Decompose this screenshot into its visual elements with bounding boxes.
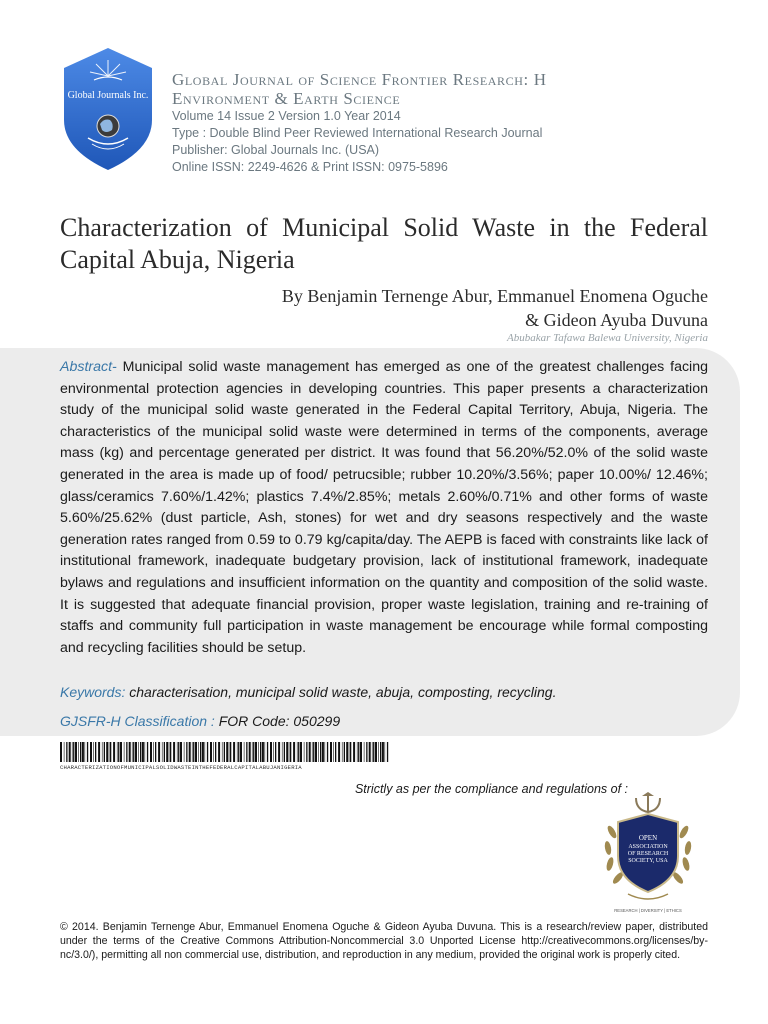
- journal-meta: [172, 108, 732, 176]
- journal-name-line1: Global Journal of Science Frontier Research: H: [172, 70, 547, 89]
- compliance-note: Strictly as per the compliance and regulations of :: [354, 782, 628, 796]
- seal-text-2: ASSOCIATION: [628, 844, 668, 850]
- classification: [60, 713, 708, 729]
- journal-type: Type : Double Blind Peer Reviewed International Research Journal: [172, 126, 543, 140]
- journal-header: [172, 70, 732, 176]
- copyright-notice: © 2014. Benjamin Ternenge Abur, Emmanuel Enomena Oguche & Gideon Ayuba Duvuna. This is a research/review paper, distributed under the terms of the Creative Commons Attribution-Noncommercial 3.0 Unported License http://creativecommons.org/licenses/by-nc/3.0/), permitting all non commercial use, distribution, and reproduction in any medium, provided the original work is properly cited.: [60, 921, 708, 961]
- journal-issn: Online ISSN: 2249-4626 & Print ISSN: 0975-5896: [172, 160, 448, 174]
- abstract-text: Municipal solid waste management has emerged as one of the greatest challenges facing environmental protection agencies in developing countries. This paper presents a characterization study of the municipal solid waste generated in the Federal Capital Territory, Abuja, Nigeria. The characteristics of the municipal solid waste were determined in terms of the components, average mass (kg) and percentage generated per district. It was found that 56.20%/52.0% of the solid waste generated in the area is made up of food/ petrucsible; rubber 10.20%/3.56%; paper 10.00%/ 12.46%; glass/ceramics 7.60%/1.42%; plastics 7.4%/2.85%; metals 2.60%/0.71% and other forms of waste 5.60%/25.62% (dust particle, Ash, stones) for wet and dry seasons respectively and the waste generation rates ranged from 0.59 to 0.79 kg/capita/day. The AEPB is faced with constraints like lack of institutional framework, inadequate budgetary provision, lack of institutional framework, inadequate bylaws and regulations and insufficient information on the quantity and composition of the solid waste. It is suggested that adequate financial provision, proper waste legislation, training and re-training of staffs and community full participation in waste management be encourage while formal composting and recycling facilities should be setup.: [60, 359, 708, 656]
- journal-name-line2: Environment & Earth Science: [172, 89, 401, 108]
- article-title: Characterization of Municipal Solid Waste in the Federal Capital Abuja, Nigeria: [60, 213, 708, 274]
- authors-line-1: By Benjamin Ternenge Abur, Emmanuel Enomena Oguche: [281, 286, 708, 306]
- author-affiliation: Abubakar Tafawa Balewa University, Nigeria: [507, 332, 708, 344]
- barcode: [60, 742, 390, 762]
- barcode-text: CHARACTERIZATIONOFMUNICIPALSOLIDWASTEINTHEFEDERALCAPITALABUJANIGERIA: [60, 764, 302, 771]
- journal-publisher: Publisher: Global Journals Inc. (USA): [172, 143, 380, 157]
- seal-text-3: OF RESEARCH: [627, 851, 669, 857]
- seal-text-1: OPEN: [638, 834, 658, 842]
- logo-text: Global Journals Inc.: [67, 90, 149, 101]
- abstract: [60, 357, 708, 659]
- authors-line-2: & Gideon Ayuba Duvuna: [525, 310, 708, 330]
- keywords-text: characterisation, municipal solid waste, abuja, composting, recycling.: [125, 684, 557, 700]
- article-authors: [148, 284, 708, 332]
- journal-volume: Volume 14 Issue 2 Version 1.0 Year 2014: [172, 109, 401, 123]
- seal-text-4: SOCIETY, USA: [628, 858, 668, 864]
- classification-label: GJSFR-H Classification :: [60, 713, 215, 729]
- seal-motto: RESEARCH | DIVERSITY | ETHICS: [614, 908, 682, 913]
- keywords-label: Keywords:: [60, 684, 126, 700]
- oars-seal-logo: [598, 792, 698, 914]
- keywords: [60, 684, 708, 700]
- abstract-label: Abstract-: [60, 359, 117, 375]
- classification-text: FOR Code: 050299: [214, 713, 341, 729]
- global-journals-logo: [58, 46, 158, 172]
